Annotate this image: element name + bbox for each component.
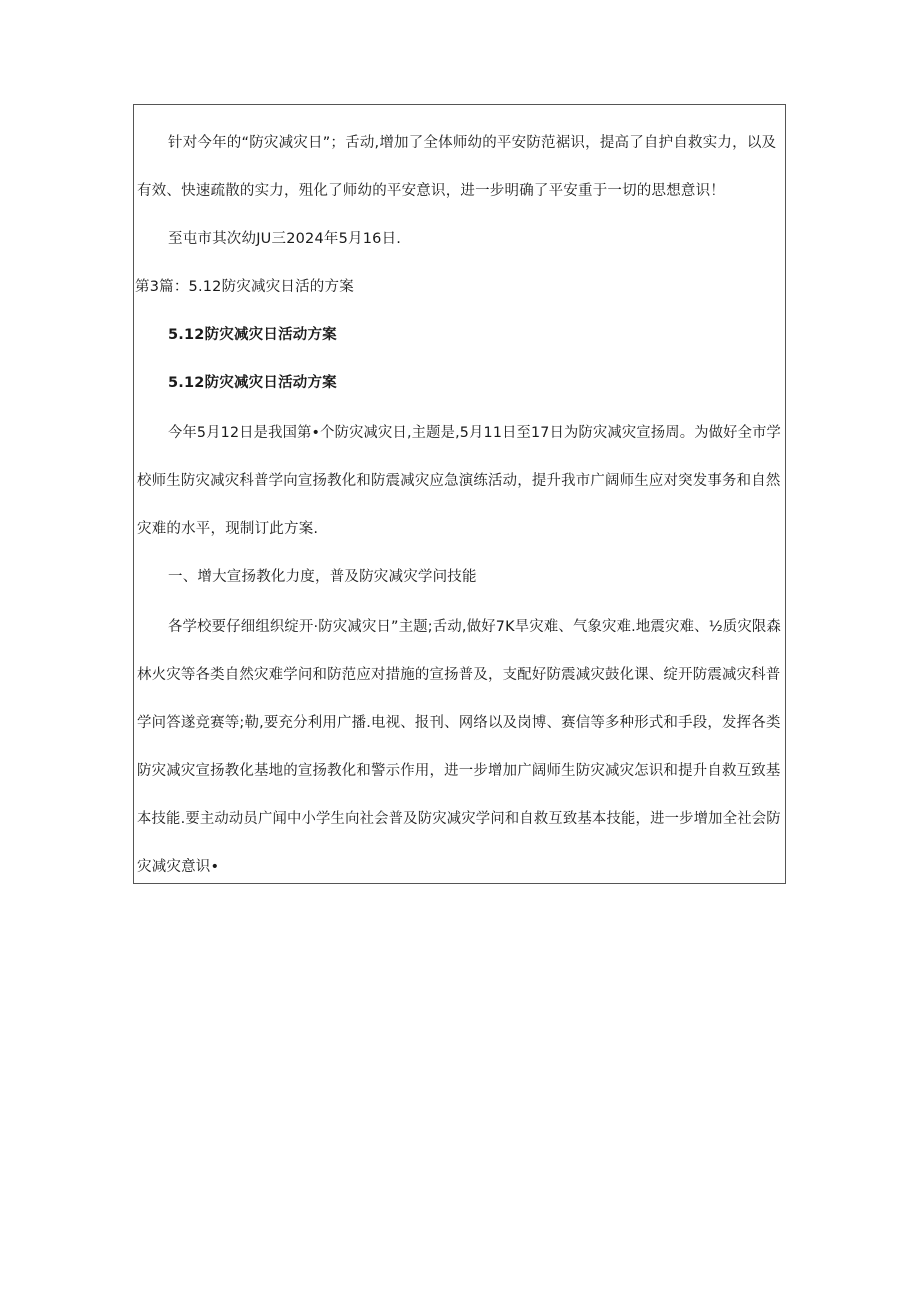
paragraph-line: 防灾减灾宣扬教化基地的宣扬教化和警示作用，进一步增加广阔师生防灾减灾怎识和提升自救互致基	[137, 763, 781, 779]
paragraph-line: 今年5月12日是我国第•个防灾减灾日,主题是,5月11日至17日为防灾减灾宣扬周。为做好全市学	[168, 425, 782, 441]
paragraph-line: 校师生防灾减灾科普学向宣扬教化和防震减灾应急演练活动，提升我市广阔师生应对突发事务和自然	[137, 473, 781, 489]
section-heading: 第3篇：5.12防灾减灾日活的方案	[135, 279, 354, 295]
paragraph-line: 有效、快速疏散的实力，殂化了师幼的平安意识，进一步明确了平安重于一切的思想意识！	[137, 183, 725, 199]
plan-title: 5.12防灾减灾日活动方案	[168, 327, 337, 343]
plan-subtitle: 5.12防灾减灾日活动方案	[168, 375, 337, 391]
paragraph-line: 灾难的水平，现制订此方案.	[137, 521, 319, 537]
paragraph-line: 各学校要仔细组织绽开·防灾减灾日”主题;舌动,做好7K旱灾难、气象灾难.地震灾难、½质灾限森	[168, 619, 782, 635]
paragraph-line: 本技能.要主动动员广闻中小学生向社会普及防灾减灾学问和自救互致基本技能，进一步增加全社会防	[137, 811, 781, 827]
signature-date-line: 至屯市其次幼JU三2024年5月16日.	[168, 231, 402, 247]
paragraph-line: 针对今年的“防灾减灾日”；舌动,增加了全体师幼的平安防范裾识，提高了自护自救实力，以及	[168, 135, 777, 151]
paragraph-line: 林火灾等各类自然灾难学问和防范应对措施的宣扬普及，支配好防震减灾鼓化课、绽开防震减灾科普	[137, 667, 781, 683]
paragraph-line: 学问答遂竞赛等;勒,要充分利用广播.电视、报刊、网络以及岗博、赛信等多种形式和手段，发挥各类	[137, 715, 781, 731]
subsection-heading: 一、增大宣扬教化力度，普及防灾减灾学问技能	[168, 569, 477, 585]
document-page-frame	[133, 104, 786, 884]
paragraph-line: 灾减灾意识•	[137, 859, 220, 875]
